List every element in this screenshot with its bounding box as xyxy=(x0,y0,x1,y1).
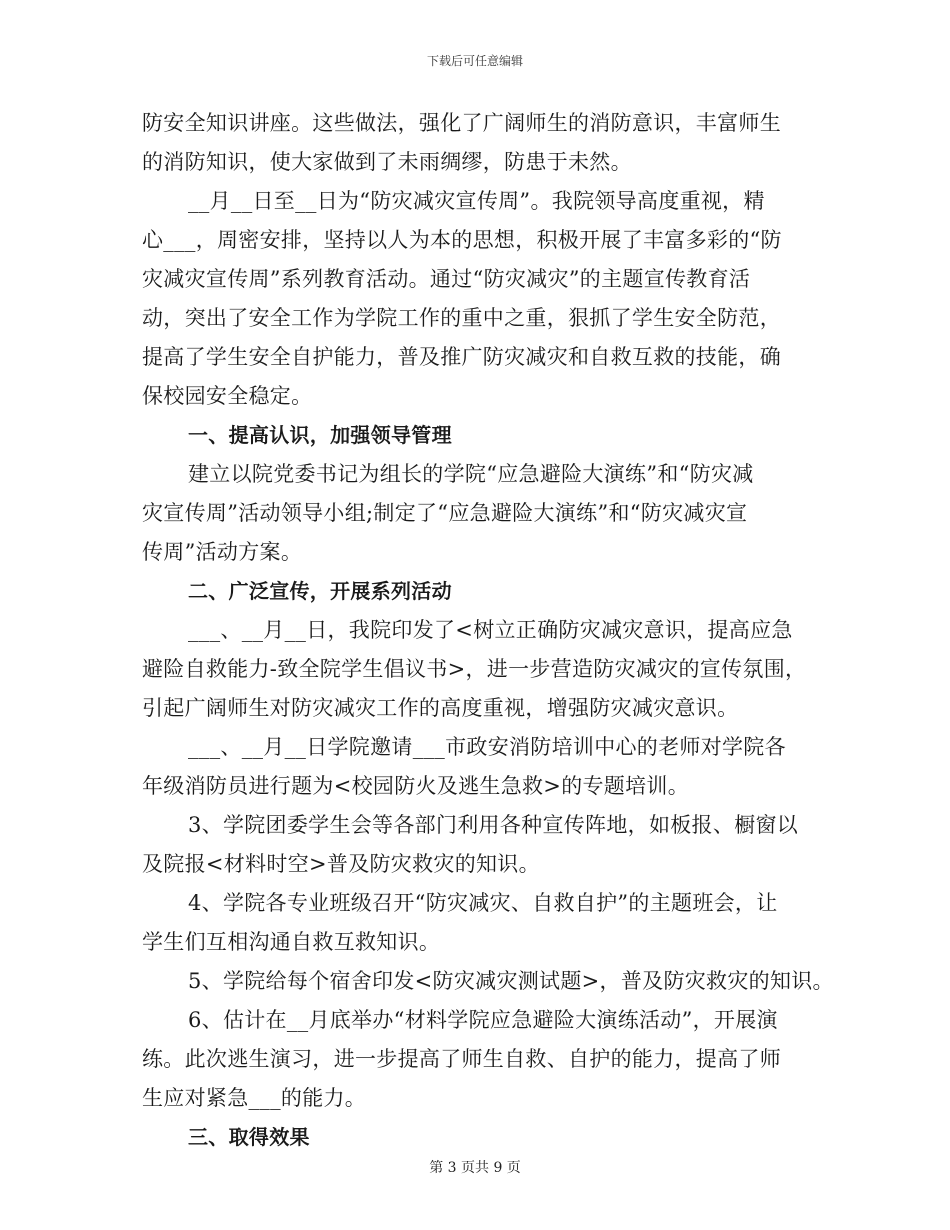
body-line: 练。此次逃生演习，进一步提高了师生自救、自护的能力，提高了师 xyxy=(142,1047,781,1071)
section-heading: 三、取得效果 xyxy=(188,1125,310,1149)
body-line: 的消防知识，使大家做到了未雨绸缪，防患于未然。 xyxy=(142,150,632,174)
body-line: 引起广阔师生对防灾减灾工作的高度重视，增强防灾减灾意识。 xyxy=(142,696,739,720)
body-line: ___、__月__日，我院印发了<树立正确防灾减灾意识，提高应急 xyxy=(188,618,793,642)
body-line: 年级消防员进行题为<校园防火及逃生急救>的专题培训。 xyxy=(142,774,689,798)
body-line: 灾减灾宣传周”系列教育活动。通过“防灾减灾”的主题宣传教育活 xyxy=(142,267,751,291)
section-heading: 二、广泛宣传，开展系列活动 xyxy=(188,579,452,603)
body-line: 建立以院党委书记为组长的学院“应急避险大演练”和“防灾减 xyxy=(188,462,754,486)
body-line: 生应对紧急___的能力。 xyxy=(142,1086,367,1110)
page-footer: 第 3 页共 9 页 xyxy=(429,1160,521,1176)
page-header: 下载后可任意编辑 xyxy=(426,54,523,68)
body-line: ___、__月__日学院邀请___市政安消防培训中心的老师对学院各 xyxy=(188,735,786,759)
body-line: 提高了学生安全自护能力，普及推广防灾减灾和自救互救的技能，确 xyxy=(142,345,781,369)
body-line: 防安全知识讲座。这些做法，强化了广阔师生的消防意识，丰富师生 xyxy=(142,111,781,135)
body-line: 保校园安全稳定。 xyxy=(142,384,313,408)
body-line: 4、学院各专业班级召开“防灾减灾、自救自护”的主题班会，让 xyxy=(188,891,778,915)
body-line: 学生们互相沟通自救互救知识。 xyxy=(142,930,441,954)
body-line: 避险自救能力-致全院学生倡议书>，进一步营造防灾减灾的宣传氛围， xyxy=(142,657,807,681)
body-line: 传周”活动方案。 xyxy=(142,540,303,564)
body-line: 心___，周密安排，坚持以人为本的思想，积极开展了丰富多彩的“防 xyxy=(142,228,782,252)
document-body xyxy=(142,104,834,1157)
body-line: 及院报<材料时空>普及防灾救灾的知识。 xyxy=(142,852,540,876)
section-heading: 一、提高认识，加强领导管理 xyxy=(188,423,452,447)
body-line: 6、估计在__月底举办“材料学院应急避险大演练活动”，开展演 xyxy=(188,1008,778,1032)
body-line: 5、学院给每个宿舍印发<防灾减灾测试题>，普及防灾救灾的知识。 xyxy=(188,969,834,993)
body-line: 3、学院团委学生会等各部门利用各种宣传阵地，如板报、橱窗以 xyxy=(188,813,799,837)
body-line: 动，突出了安全工作为学院工作的重中之重，狠抓了学生安全防范， xyxy=(142,306,781,330)
body-line: 灾宣传周”活动领导小组;制定了“应急避险大演练”和“防灾减灾宣 xyxy=(142,501,748,525)
body-line: __月__日至__日为“防灾减灾宣传周”。我院领导高度重视，精 xyxy=(188,189,765,213)
